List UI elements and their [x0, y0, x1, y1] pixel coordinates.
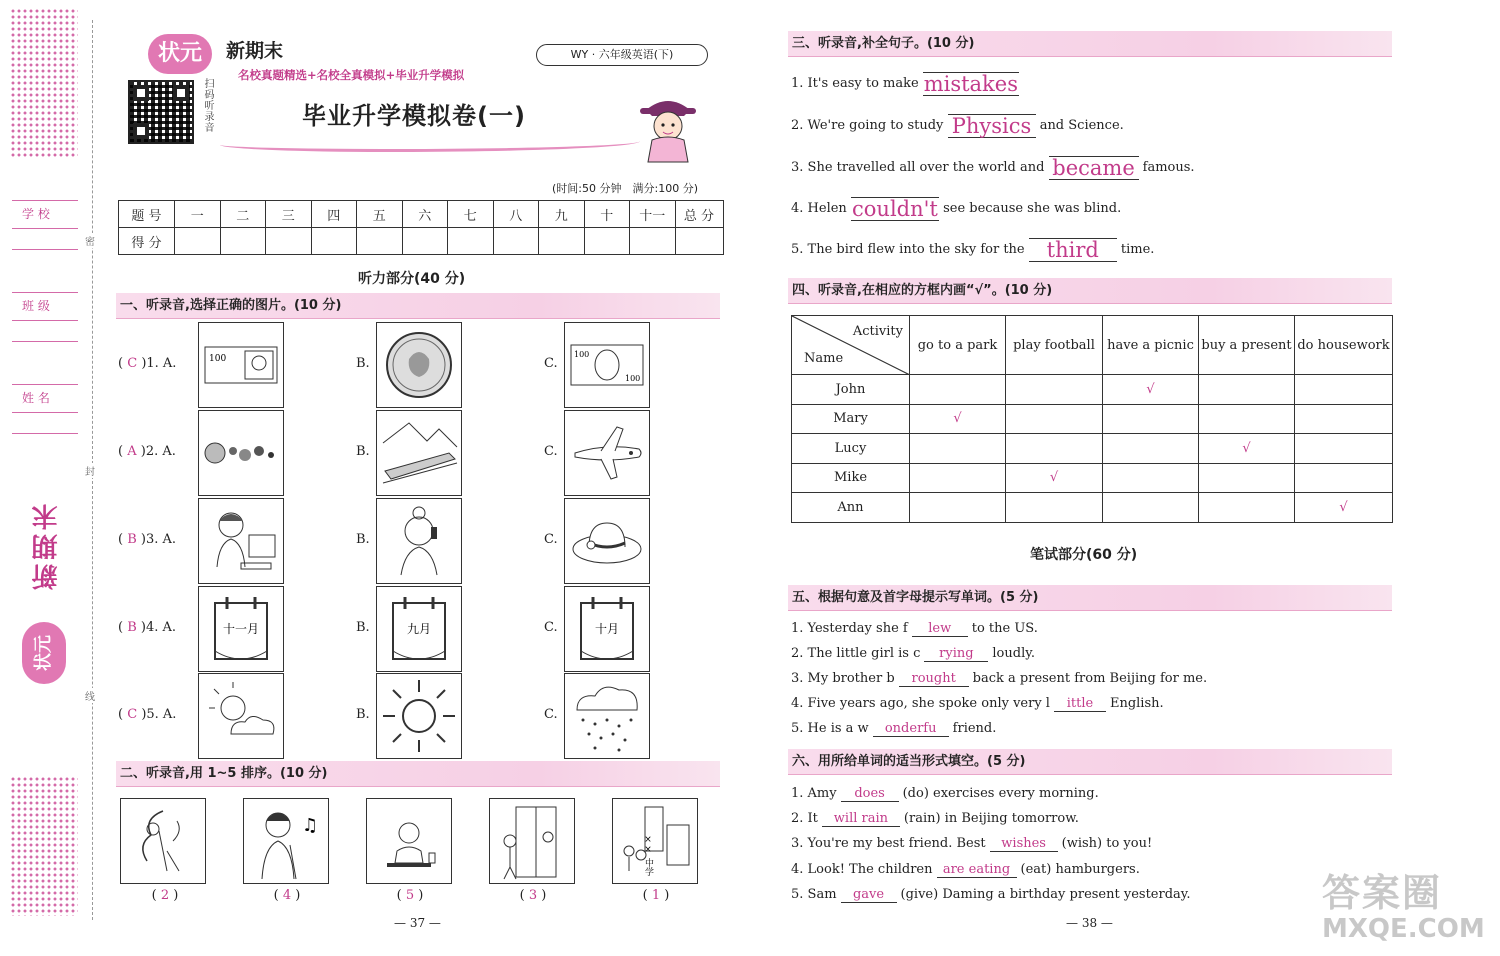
- partly-cloudy-icon: [201, 676, 281, 756]
- rain-icon: [567, 676, 647, 756]
- order-pic-girl-eating: [366, 798, 452, 884]
- sentence-text: 4. Look! The children: [791, 862, 933, 877]
- written-title: 笔试部分(60 分): [1030, 547, 1138, 563]
- qr-note: 扫码听录音: [202, 78, 213, 133]
- watermark-logo: 答案圈: [1322, 871, 1443, 915]
- order-pic-door: [489, 798, 575, 884]
- sentence-text: 1. Amy: [791, 786, 837, 801]
- activity-header: go to a park: [910, 316, 1006, 375]
- answer-blank[interactable]: onderfu: [873, 721, 949, 737]
- activity-header: play football: [1006, 316, 1103, 375]
- section3-sentence: [791, 156, 1195, 180]
- score-cell[interactable]: [675, 228, 723, 255]
- answer-blank[interactable]: does: [841, 786, 899, 802]
- score-header-cell: 总 分: [675, 201, 723, 228]
- activity-header: do housework: [1295, 316, 1393, 375]
- sentence-text: 1. It's easy to make: [791, 76, 919, 91]
- student-name: Ann: [792, 493, 910, 523]
- question-number: )3. A.: [140, 532, 177, 547]
- section3-sentence: [791, 72, 1019, 96]
- airplane-icon: [567, 413, 647, 493]
- sentence-text: 3. My brother b: [791, 671, 895, 686]
- check-cell[interactable]: [1103, 404, 1199, 434]
- answer-blank[interactable]: third: [1029, 238, 1117, 262]
- option-picture[interactable]: [376, 498, 462, 584]
- side-badge-text: 状元: [33, 635, 54, 671]
- score-header-cell: 十一: [630, 201, 676, 228]
- activity-row: [792, 404, 1393, 434]
- mascot-icon: [634, 92, 702, 164]
- yuan-banknote-icon: [201, 325, 281, 405]
- option-label: C.: [544, 444, 558, 459]
- score-cell[interactable]: [402, 228, 448, 255]
- svg-text:100: 100: [625, 374, 641, 383]
- side-field-label: 班 级: [22, 299, 50, 313]
- side-field-name[interactable]: [12, 384, 78, 434]
- section6-title: 六、用所给单词的适当形式填空。(5 分): [788, 749, 1392, 775]
- section5-sentence: [791, 646, 1035, 662]
- student-name: Mike: [792, 463, 910, 493]
- option-picture[interactable]: [376, 586, 462, 672]
- side-field-school[interactable]: [12, 200, 78, 250]
- student-name: Mary: [792, 404, 910, 434]
- section5-sentence: [791, 621, 1038, 637]
- side-field-class[interactable]: [12, 292, 78, 342]
- check-cell[interactable]: √: [1199, 434, 1295, 464]
- answer-blank[interactable]: wishes: [990, 836, 1058, 852]
- option-picture[interactable]: [198, 322, 284, 408]
- corner-cell: [792, 316, 910, 375]
- check-cell[interactable]: [1199, 404, 1295, 434]
- check-cell[interactable]: [1006, 375, 1103, 405]
- sentence-text: and Science.: [1039, 118, 1124, 133]
- option-label: B.: [356, 532, 370, 547]
- sentence-text: 5. Sam: [791, 887, 837, 902]
- qr-code[interactable]: [128, 80, 194, 144]
- side-brand-text: 新期末: [32, 500, 62, 590]
- title-swoosh: [220, 134, 640, 152]
- option-label: C.: [544, 532, 558, 547]
- question-4-label[interactable]: ( B )4. A.: [118, 620, 177, 635]
- check-cell[interactable]: [1006, 404, 1103, 434]
- sentence-text: 2. The little girl is c: [791, 646, 921, 661]
- order-pic-singer: [243, 798, 329, 884]
- check-cell[interactable]: √: [910, 404, 1006, 434]
- calendar-icon: [567, 589, 647, 669]
- sentence-text: see because she was blind.: [943, 201, 1122, 216]
- hat-icon: [567, 501, 647, 581]
- margin-dot-pattern-bottom: [10, 776, 78, 916]
- option-label: B.: [356, 707, 370, 722]
- score-header-cell: 八: [493, 201, 539, 228]
- check-cell[interactable]: [1295, 404, 1393, 434]
- check-cell[interactable]: [1199, 463, 1295, 493]
- section6-sentence: [791, 786, 1099, 802]
- question-number: )5. A.: [141, 707, 177, 722]
- score-header-cell: 四: [311, 201, 357, 228]
- answer-blank[interactable]: gave: [841, 887, 897, 903]
- score-cell[interactable]: [357, 228, 403, 255]
- option-picture[interactable]: [376, 410, 462, 496]
- answer-blank[interactable]: rought: [899, 671, 969, 687]
- sentence-text: back a present from Beijing for me.: [972, 671, 1208, 686]
- sentence-text: 4. Helen: [791, 201, 847, 216]
- score-cell[interactable]: [220, 228, 266, 255]
- score-cell[interactable]: [175, 228, 221, 255]
- corner-top-label: Activity: [852, 324, 903, 339]
- activity-row: [792, 375, 1393, 405]
- check-cell[interactable]: [1199, 493, 1295, 523]
- answer-blank[interactable]: are eating: [937, 862, 1017, 878]
- page-title: 毕业升学模拟卷(一): [302, 102, 526, 130]
- check-cell[interactable]: √: [1103, 375, 1199, 405]
- sentence-text: (do) exercises every morning.: [902, 786, 1099, 801]
- sentence-text: (wish) to you!: [1061, 836, 1153, 851]
- score-cell[interactable]: [266, 228, 312, 255]
- check-cell[interactable]: √: [1295, 493, 1393, 523]
- option-label: C.: [544, 356, 558, 371]
- order-answer[interactable]: ( 2 ): [151, 888, 179, 903]
- option-picture[interactable]: [564, 586, 650, 672]
- check-cell[interactable]: √: [1006, 463, 1103, 493]
- answer-blank[interactable]: couldn't: [852, 197, 938, 221]
- section6-sentence: [791, 862, 1140, 878]
- score-header-cell: 一: [175, 201, 221, 228]
- page-number-left: — 37 —: [394, 916, 441, 930]
- activity-row: [792, 434, 1393, 464]
- answer-choice: A: [127, 444, 137, 459]
- check-cell[interactable]: [1006, 434, 1103, 464]
- score-table: [118, 200, 724, 255]
- sentence-text: 3. She travelled all over the world and: [791, 160, 1045, 175]
- score-header-row: [119, 201, 724, 228]
- seal-char: 封: [85, 463, 95, 478]
- margin-dot-pattern-top: [10, 8, 78, 158]
- answer-blank[interactable]: mistakes: [923, 72, 1018, 96]
- sentence-text: to the US.: [971, 621, 1038, 636]
- order-answer[interactable]: ( 3 ): [519, 888, 547, 903]
- score-header-cell: 九: [539, 201, 585, 228]
- sentence-text: English.: [1109, 696, 1164, 711]
- time-note: (时间:50 分钟 满分:100 分): [552, 182, 698, 195]
- check-cell[interactable]: [910, 463, 1006, 493]
- check-cell[interactable]: [1295, 434, 1393, 464]
- answer-blank[interactable]: rying: [924, 646, 988, 662]
- train-icon: [379, 413, 459, 493]
- sentence-text: 4. Five years ago, she spoke only very l: [791, 696, 1050, 711]
- check-cell[interactable]: [1199, 375, 1295, 405]
- question-number: )4. A.: [140, 620, 177, 635]
- check-cell[interactable]: [1103, 434, 1199, 464]
- score-row: [119, 228, 724, 255]
- planets-icon: [201, 413, 281, 493]
- calendar-month-label: 十月: [594, 622, 620, 636]
- answer-choice: C: [127, 707, 138, 722]
- brand-series: 新期末: [226, 40, 284, 62]
- activity-header: buy a present: [1199, 316, 1295, 375]
- section5-sentence: [791, 671, 1207, 687]
- sun-icon: [379, 676, 459, 756]
- dollar-banknote-icon: [567, 325, 647, 405]
- option-picture[interactable]: [564, 322, 650, 408]
- score-header-cell: 十: [584, 201, 630, 228]
- check-cell[interactable]: [910, 375, 1006, 405]
- listening-title: 听力部分(40 分): [358, 271, 466, 287]
- option-label: B.: [356, 444, 370, 459]
- question-2-label[interactable]: ( A )2. A.: [118, 444, 176, 459]
- score-header-cell: 六: [402, 201, 448, 228]
- side-brand-badge: [22, 622, 66, 684]
- section5-title: 五、根据句意及首字母提示写单词。(5 分): [788, 585, 1392, 611]
- answer-blank[interactable]: lew: [912, 621, 968, 637]
- question-number: )1. A.: [141, 356, 177, 371]
- check-cell[interactable]: [1103, 463, 1199, 493]
- svg-text:100: 100: [209, 354, 227, 364]
- check-cell[interactable]: [1295, 375, 1393, 405]
- check-cell[interactable]: [1103, 493, 1199, 523]
- brand-tagline: 名校真题精选+名校全真模拟+毕业升学模拟: [238, 68, 465, 82]
- sentence-text: 5. The bird flew into the sky for the: [791, 242, 1025, 257]
- answer-choice: B: [127, 620, 137, 635]
- section3-sentence: [791, 114, 1124, 138]
- check-cell[interactable]: [1295, 463, 1393, 493]
- score-cell[interactable]: [493, 228, 539, 255]
- seal-char: 线: [85, 688, 95, 703]
- score-cell[interactable]: [311, 228, 357, 255]
- option-label: B.: [356, 620, 370, 635]
- sentence-text: loudly.: [992, 646, 1035, 661]
- answer-choice: C: [127, 356, 138, 371]
- section5-sentence: [791, 696, 1164, 712]
- seal-char: 密: [85, 233, 95, 248]
- option-picture[interactable]: [564, 410, 650, 496]
- question-3-label[interactable]: ( B )3. A.: [118, 532, 177, 547]
- watermark-url: MXQE.COM: [1322, 914, 1485, 944]
- girl-phone-icon: [379, 501, 459, 581]
- order-answer[interactable]: ( 1 ): [642, 888, 670, 903]
- calendar-icon: [379, 589, 459, 669]
- score-header-cell: 五: [357, 201, 403, 228]
- grade-tag: WY · 六年级英语(下): [536, 44, 708, 66]
- section4-title: 四、听录音,在相应的方框内画“√”。(10 分): [788, 278, 1392, 304]
- page-number-right: — 38 —: [1066, 916, 1113, 930]
- section2-title: 二、听录音,用 1~5 排序。(10 分): [116, 761, 720, 787]
- school-sign: ×× 中学: [643, 835, 653, 876]
- section6-sentence: [791, 811, 1079, 827]
- activity-table: [791, 315, 1393, 523]
- check-cell[interactable]: [910, 493, 1006, 523]
- answer-blank[interactable]: Physics: [948, 114, 1036, 138]
- activity-header: have a picnic: [1103, 316, 1199, 375]
- check-cell[interactable]: [1006, 493, 1103, 523]
- score-header-cell: 七: [448, 201, 494, 228]
- score-header-cell: 二: [220, 201, 266, 228]
- score-cell[interactable]: [630, 228, 676, 255]
- option-picture[interactable]: [198, 498, 284, 584]
- brand-badge: 状元: [148, 34, 212, 74]
- student-name: John: [792, 375, 910, 405]
- option-label: B.: [356, 356, 370, 371]
- activity-row: [792, 463, 1393, 493]
- coin-icon: [379, 325, 459, 405]
- sentence-text: 1. Yesterday she f: [791, 621, 908, 636]
- option-picture[interactable]: [376, 322, 462, 408]
- option-label: C.: [544, 707, 558, 722]
- option-picture[interactable]: [198, 673, 284, 759]
- check-cell[interactable]: [910, 434, 1006, 464]
- section5-sentence: [791, 721, 996, 737]
- calendar-month-label: 九月: [406, 622, 432, 636]
- answer-blank[interactable]: became: [1049, 156, 1139, 180]
- answer-blank[interactable]: will rain: [822, 811, 900, 827]
- answer-blank[interactable]: ittle: [1054, 696, 1106, 712]
- answer-choice: B: [127, 532, 137, 547]
- option-label: C.: [544, 620, 558, 635]
- option-picture[interactable]: [198, 586, 284, 672]
- sentence-text: famous.: [1142, 160, 1195, 175]
- option-picture[interactable]: [198, 410, 284, 496]
- sentence-text: 5. He is a w: [791, 721, 869, 736]
- sentence-text: (give) Daming a birthday present yesterday.: [900, 887, 1191, 902]
- question-1-label[interactable]: ( C )1. A.: [118, 356, 177, 371]
- option-picture[interactable]: [564, 673, 650, 759]
- sentence-text: 2. We're going to study: [791, 118, 944, 133]
- section1-title: 一、听录音,选择正确的图片。(10 分): [116, 293, 720, 319]
- question-5-label[interactable]: ( C )5. A.: [118, 707, 177, 722]
- score-header-cell: 题 号: [119, 201, 175, 228]
- sentence-text: 2. It: [791, 811, 818, 826]
- sentence-text: time.: [1120, 242, 1155, 257]
- calendar-month-label: 十一月: [222, 622, 260, 636]
- svg-text:100: 100: [574, 350, 590, 359]
- section3-title: 三、听录音,补全句子。(10 分): [788, 31, 1392, 57]
- activity-row: [792, 493, 1393, 523]
- order-answer[interactable]: ( 4 ): [273, 888, 301, 903]
- corner-bottom-label: Name: [804, 351, 844, 366]
- sentence-text: friend.: [952, 721, 997, 736]
- activity-header-row: [792, 316, 1393, 375]
- option-picture[interactable]: [564, 498, 650, 584]
- score-cell[interactable]: [539, 228, 585, 255]
- section6-sentence: [791, 836, 1152, 852]
- side-field-label: 学 校: [22, 207, 50, 221]
- sentence-text: 3. You're my best friend. Best: [791, 836, 986, 851]
- section6-sentence: [791, 887, 1191, 903]
- sentence-text: (eat) hamburgers.: [1020, 862, 1140, 877]
- option-picture[interactable]: [376, 673, 462, 759]
- score-header-cell: 三: [266, 201, 312, 228]
- order-pic-school: [612, 798, 698, 884]
- boy-computer-icon: [201, 501, 281, 581]
- score-row-label: 得 分: [119, 228, 175, 255]
- score-cell[interactable]: [448, 228, 494, 255]
- sentence-text: (rain) in Beijing tomorrow.: [903, 811, 1079, 826]
- section3-sentence: [791, 197, 1121, 221]
- svg-text:♫: ♫: [302, 815, 319, 836]
- section3-sentence: [791, 238, 1154, 262]
- question-number: )2. A.: [140, 444, 176, 459]
- side-field-label: 姓 名: [22, 391, 50, 405]
- order-pic-girl-flower: [120, 798, 206, 884]
- score-cell[interactable]: [584, 228, 630, 255]
- calendar-icon: [201, 589, 281, 669]
- order-answer[interactable]: ( 5 ): [396, 888, 424, 903]
- student-name: Lucy: [792, 434, 910, 464]
